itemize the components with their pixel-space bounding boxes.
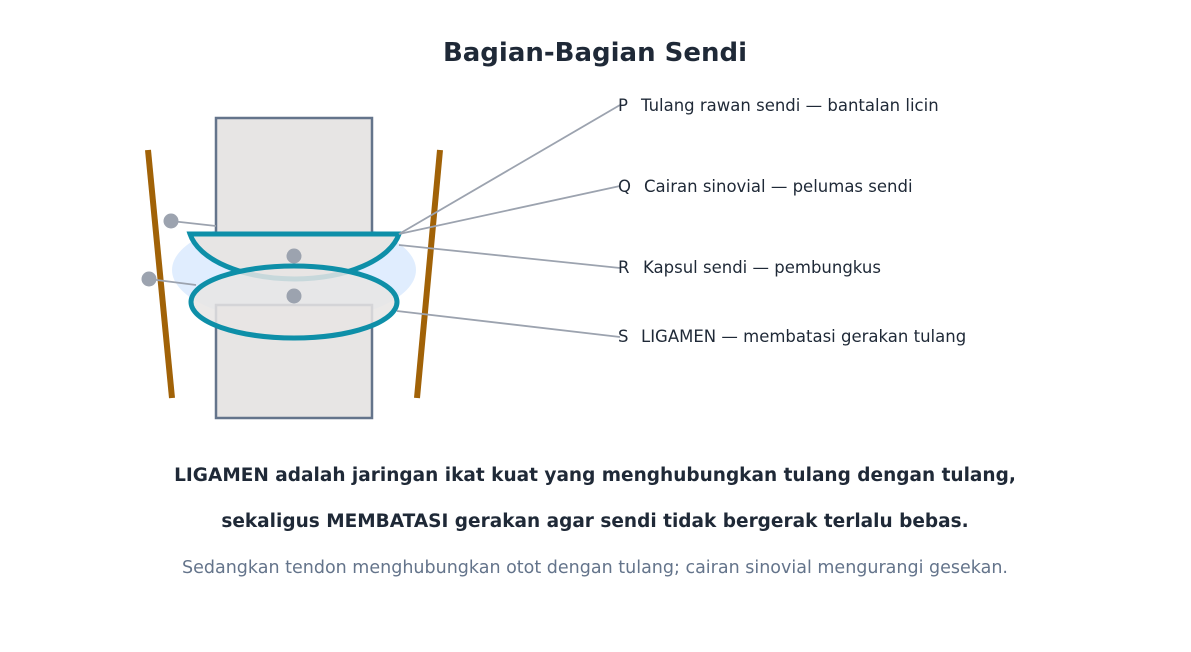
- caption-line-2: sekaligus MEMBATASI gerakan agar sendi tidak bergerak terlalu bebas.: [221, 511, 969, 532]
- marker-dot: [287, 249, 302, 264]
- label-r: [618, 258, 881, 277]
- label-letter-r: R: [618, 258, 630, 277]
- label-text-r: Kapsul sendi — pembungkus: [643, 258, 881, 277]
- label-letter-s: S: [618, 327, 629, 346]
- marker-dot: [142, 272, 157, 287]
- label-q: [618, 177, 913, 196]
- label-p: [618, 96, 939, 115]
- label-letter-q: Q: [618, 177, 631, 196]
- diagram-title: Bagian-Bagian Sendi: [442, 38, 748, 68]
- label-text-s: LIGAMEN — membatasi gerakan tulang: [641, 327, 967, 346]
- marker-dot: [287, 289, 302, 304]
- ligament-right: [417, 150, 440, 398]
- upper-bone: [216, 118, 372, 240]
- label-text-p: Tulang rawan sendi — bantalan licin: [641, 96, 939, 115]
- label-letter-p: P: [618, 96, 628, 115]
- label-text-q: Cairan sinovial — pelumas sendi: [644, 177, 913, 196]
- label-s: [618, 327, 966, 346]
- caption-line-1: LIGAMEN adalah jaringan ikat kuat yang menghubungkan tulang dengan tulang,: [174, 465, 1016, 486]
- leader-line-p: [399, 105, 620, 234]
- leader-line-s: [397, 311, 620, 337]
- marker-dot: [164, 214, 179, 229]
- caption-note: Sedangkan tendon menghubungkan otot dengan tulang; cairan sinovial mengurangi gesekan.: [182, 558, 1008, 578]
